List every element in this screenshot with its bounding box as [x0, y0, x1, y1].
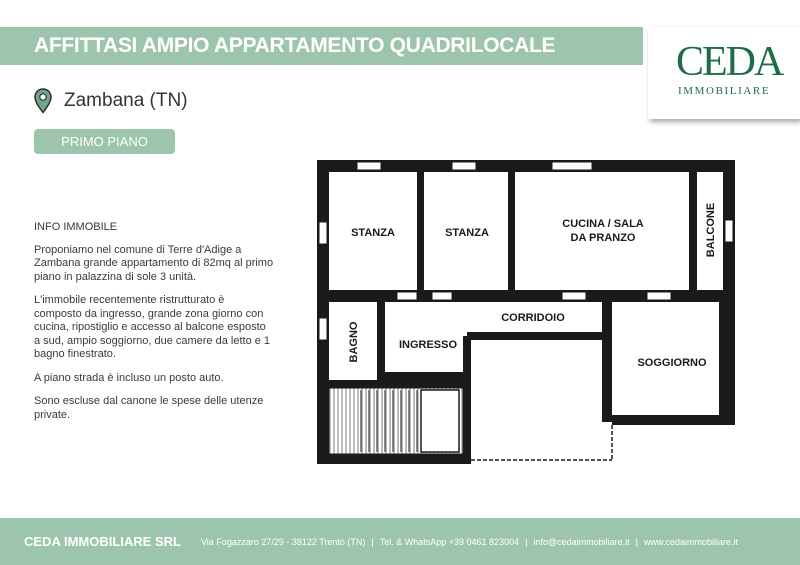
- wall: [317, 380, 471, 388]
- room-label-stanza-2: STANZA: [445, 227, 489, 239]
- info-paragraph: Proponiamo nel comune di Terre d'Adige a Zambana grande appartamento di 82mq al primo piano in palazzina di sole 3 unità.: [34, 243, 274, 283]
- floor-plan: [317, 160, 737, 465]
- room-label-soggiorno: SOGGIORNO: [637, 357, 707, 369]
- room-label-cucina-2: DA PRANZO: [570, 232, 636, 244]
- footer-company: CEDA IMMOBILIARE SRL: [24, 534, 181, 549]
- room-label-ingresso: INGRESSO: [398, 339, 458, 351]
- location: [34, 88, 188, 114]
- logo-mark: CEDA: [676, 39, 783, 85]
- map-pin-icon: [34, 88, 52, 114]
- wall: [377, 300, 385, 380]
- room-label-balcone: BALCONE: [705, 202, 717, 258]
- page-title: AFFITTASI AMPIO APPARTAMENTO QUADRILOCALE: [34, 34, 556, 57]
- footer-separator: |: [635, 536, 638, 547]
- wall: [719, 292, 735, 425]
- company-logo: [648, 27, 800, 119]
- info-heading: INFO IMMOBILE: [34, 221, 118, 233]
- room-label-stanza-1: STANZA: [351, 227, 395, 239]
- footer-separator: |: [371, 536, 374, 547]
- wall: [377, 372, 467, 380]
- wall: [508, 168, 515, 292]
- property-info: [34, 221, 274, 432]
- logo-subtitle: IMMOBILIARE: [678, 85, 771, 97]
- staircase: [329, 388, 463, 454]
- footer-phone[interactable]: Tel. & WhatsApp +39 0461 823004: [379, 536, 520, 547]
- footer-website[interactable]: www.cedaimmobiliare.it: [643, 536, 738, 547]
- footer-contacts: [201, 537, 738, 547]
- room-label-bagno: BAGNO: [348, 321, 360, 363]
- wall: [467, 332, 602, 340]
- wall: [602, 292, 612, 422]
- footer-address: Via Fogazzaro 27/29 - 38122 Trento (TN): [200, 536, 366, 547]
- title-banner: [0, 27, 643, 65]
- wall: [689, 168, 697, 292]
- wall: [317, 160, 329, 463]
- wall: [317, 454, 471, 464]
- location-text: Zambana (TN): [64, 90, 188, 111]
- wall: [417, 168, 424, 292]
- wall: [612, 415, 727, 425]
- footer: [0, 518, 800, 565]
- room-label-corridoio: CORRIDOIO: [501, 312, 565, 324]
- info-paragraph: L'immobile recentemente ristrutturato è composto da ingresso, grande zona giorno con cucina, ripostiglio e accesso al balcone esposto a sud, ampio soggiorno, due camere da letto e 1 bagno finestrato.: [34, 294, 271, 360]
- footer-separator: |: [525, 536, 528, 547]
- room-label-cucina-1: CUCINA / SALA: [562, 218, 644, 230]
- footer-email[interactable]: info@cedaimmobiliare.it: [533, 536, 630, 547]
- wall: [463, 336, 471, 464]
- floor-badge: PRIMO PIANO: [34, 129, 175, 154]
- info-paragraph: A piano strada è incluso un posto auto.: [34, 371, 224, 384]
- info-paragraph: Sono escluse dal canone le spese delle utenze private.: [34, 395, 264, 421]
